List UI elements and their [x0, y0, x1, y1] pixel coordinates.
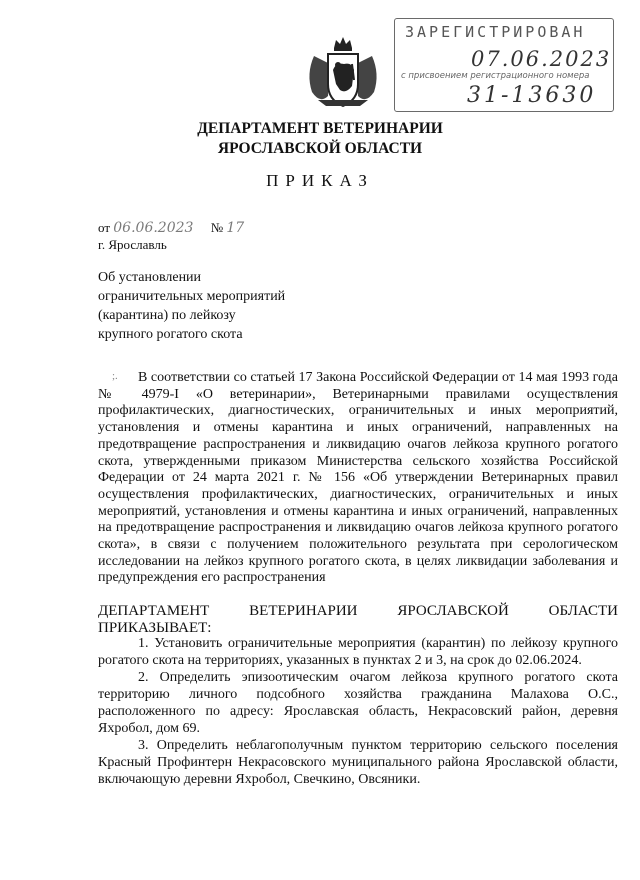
decree-word: ОБЛАСТИ — [548, 603, 618, 619]
document-subject — [98, 268, 285, 344]
stamp-number: 31-13630 — [467, 83, 597, 108]
document-number: 17 — [226, 220, 245, 236]
subject-line: (карантина) по лейкозу — [98, 308, 236, 323]
decree-items — [98, 636, 618, 788]
subject-line: крупного рогатого скота — [98, 327, 243, 342]
stamp-note: с присвоением регистрационного номера — [401, 71, 590, 81]
decree-word: ЯРОСЛАВСКОЙ — [397, 603, 509, 619]
stamp-title: ЗАРЕГИСТРИРОВАН — [405, 23, 586, 41]
margin-mark: ;. — [112, 370, 118, 382]
decree-word: ДЕПАРТАМЕНТ — [98, 603, 210, 619]
coat-of-arms-emblem — [300, 34, 386, 110]
subject-line: ограничительных мероприятий — [98, 289, 286, 304]
preamble-text: В соответствии со статьей 17 Закона Российской Федерации от 14 мая 1993 года № 4979-I «О ветеринарии», Ветеринарными правилами осуществления профилактических, диагностических, ограничительных и иных мероприятий, установления и отмены карантина и иных ограничений, направленных на предотвращение распространения и ликвидацию очагов лейкоза крупного рогатого скота, утвержденными приказом Министерства сельского хозяйства Российской Федерации от 24 марта 2021 г. № 156 «Об утверждении Ветеринарных правил осуществления профилактических, диагностических, ограничительных и иных мероприятий, установления и отмены карантина и иных ограничений, направленных на предотвращение распространения и ликвидацию очагов лейкоза крупного рогатого скота», в связи с получением положительного результата при серологическом исследовании на лейкоз крупного рогатого скота, в целях ликвидации заболевания и предупреждения его распространения — [98, 370, 618, 586]
org-name-line1: ДЕПАРТАМЕНТ ВЕТЕРИНАРИИ — [197, 120, 443, 137]
decree-word-orders: ПРИКАЗЫВАЕТ: — [98, 619, 212, 636]
document-type-title: ПРИКАЗ — [266, 171, 374, 190]
subject-line: Об установлении — [98, 270, 202, 285]
preamble — [98, 370, 618, 587]
decree-item: 2. Определить эпизоотическим очагом лейкоза крупного рогатого скота территорию личного подсобного хозяйства гражданина Малахова О.С., расположенного по адресу: Ярославская область, Некрасовский район, деревня Яхробол, дом 69. — [98, 670, 618, 736]
decree-heading — [98, 603, 618, 636]
decree-item: 3. Определить неблагополучным пунктом территорию сельского поселения Красный Профинтерн Некрасовского муниципального района Ярославской области, включающую деревни Яхробол, Свечкино, Овсяники. — [98, 738, 618, 787]
stamp-date: 07.06.2023 — [471, 47, 612, 71]
decree-word: ВЕТЕРИНАРИИ — [249, 603, 358, 619]
registration-stamp — [394, 18, 614, 112]
org-name-line2: ЯРОСЛАВСКОЙ ОБЛАСТИ — [217, 140, 423, 157]
document-date: 06.06.2023 — [113, 220, 194, 236]
document-date-row — [98, 220, 244, 236]
number-label: № — [210, 220, 224, 235]
decree-item: 1. Установить ограничительные мероприятия (карантин) по лейкозу крупного рогатого скота на территориях, указанных в пунктах 2 и 3, на срок до 02.06.2024. — [98, 636, 618, 668]
city: г. Ярославль — [98, 237, 167, 252]
from-label: от — [98, 220, 111, 235]
